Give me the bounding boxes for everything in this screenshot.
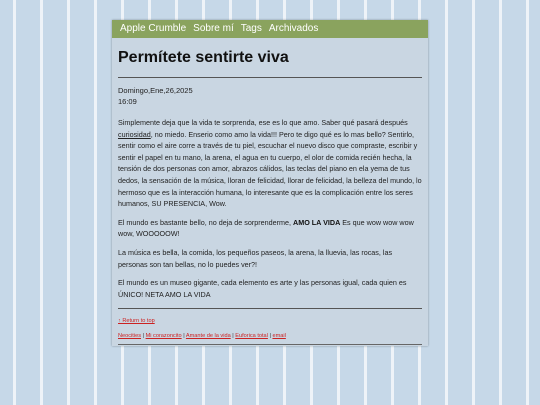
nav-about-link[interactable]: Sobre mí — [193, 23, 234, 34]
nav-tags-link[interactable]: Tags — [240, 23, 262, 34]
post-time: 16:09 — [118, 97, 137, 106]
footer-links — [118, 333, 422, 339]
post-content — [112, 48, 428, 345]
paragraph-1-text-a: Simplemente deja que la vida te sorprenda, ese es lo que amo. Saber qué pasará después — [118, 118, 408, 127]
footer-link-neocities[interactable]: Neocities — [118, 333, 142, 340]
footer-separator: | — [181, 333, 186, 340]
blog-page — [112, 20, 428, 346]
post-body — [118, 117, 422, 300]
nav-archive-link[interactable]: Archivados — [268, 23, 319, 34]
footer-separator: | — [267, 333, 273, 340]
footer-link-amante-de-la-vida[interactable]: Amante de la vida — [185, 333, 231, 340]
bottom-divider — [118, 344, 422, 345]
paragraph-2-text-a: El mundo es bastante bello, no deja de sorprenderme, — [118, 217, 294, 227]
post-title: Permítete sentirte viva — [118, 49, 289, 66]
footer-link-mi-corazoncito[interactable]: Mi corazoncito — [145, 333, 182, 340]
footer-link-email[interactable]: email — [272, 333, 286, 340]
paragraph-1-text-b: , no miedo. Enserio como amo la vida!!! Pero te digo qué es lo mas bello? Sentirlo, sentir como el aire corre a través de tu piel, escuchar el nuevo disco que compraste, escribir y sentir el papel en tu mano, la arena, el agua en tu cuerpo, el olor de comida recién hecha, la tensión de dos personas con amor, abrazos cálidos, las teclas del piano en ela yema de tus dedos, la sensación de la música, lloran de felicidad, llorar de felicidad, la belleza del mundo, lo hermoso que es la interacción humana, lo interesante que es la complicación entre los seres humanos, SU PRESENCIA, Wow. — [118, 129, 422, 209]
return-to-top-link[interactable]: ↑ Return to top — [118, 318, 155, 325]
top-nav — [112, 20, 428, 38]
title-divider — [118, 77, 422, 78]
paragraph-4: El mundo es un museo gigante, cada elemento es arte y las personas igual, cada quien es ÚNICO! NETA AMO LA VIDA — [118, 278, 407, 299]
post-date: Domingo,Ene,26,2025 — [118, 86, 193, 95]
footer-divider — [118, 308, 422, 309]
amo-la-vida-bold: AMO LA VIDA — [293, 217, 341, 227]
footer-separator: | — [141, 333, 146, 340]
paragraph-2 — [118, 217, 422, 240]
paragraph-2-text-c: Es que wow wow wow wow, WOOOOOW! — [118, 217, 414, 239]
nav-home-link[interactable]: Apple Crumble — [120, 23, 187, 34]
paragraph-3: La música es bella, la comida, los pequeños paseos, la arena, la lluevia, las rocas, las personas son tan bellas, no lo puedes ver?! — [118, 247, 393, 269]
footer-separator: | — [230, 333, 236, 340]
paragraph-1 — [118, 117, 422, 210]
curiosidad-underline: curiosidad — [118, 129, 151, 139]
footer-link-euforica-total[interactable]: Euforica total — [235, 333, 268, 340]
